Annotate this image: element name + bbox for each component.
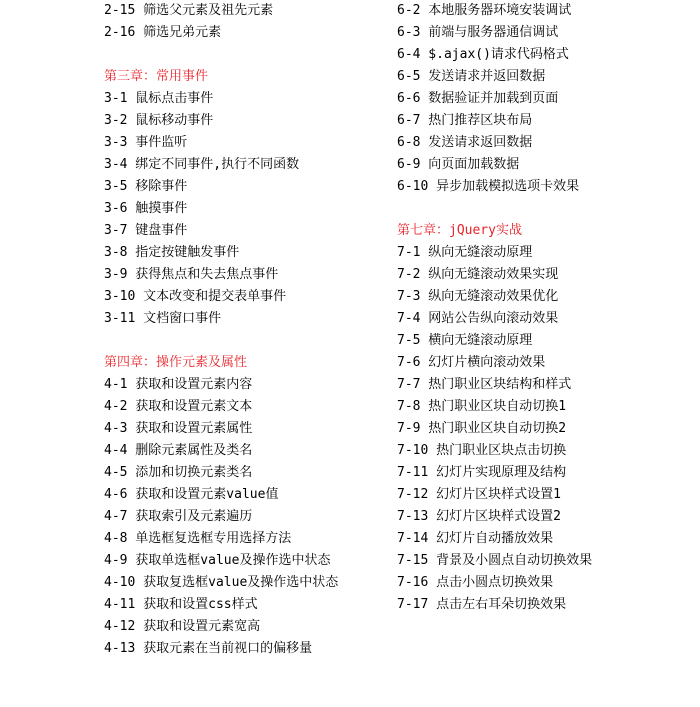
toc-item: 3-5 移除事件 <box>104 179 188 194</box>
toc-item: 2-16 筛选兄弟元素 <box>104 25 222 40</box>
toc-item: 7-4 网站公告纵向滚动效果 <box>397 311 559 326</box>
toc-item: 7-1 纵向无缝滚动原理 <box>397 245 533 260</box>
toc-item: 7-12 幻灯片区块样式设置1 <box>397 487 561 502</box>
toc-item: 3-8 指定按键触发事件 <box>104 245 240 260</box>
toc-item: 4-2 获取和设置元素文本 <box>104 399 253 414</box>
toc-item: 4-6 获取和设置元素value值 <box>104 487 279 502</box>
toc-item: 7-17 点击左右耳朵切换效果 <box>397 597 567 612</box>
toc-item: 6-5 发送请求并返回数据 <box>397 69 546 84</box>
chapter-heading: 第四章：操作元素及属性 <box>104 355 248 370</box>
toc-item: 4-5 添加和切换元素类名 <box>104 465 253 480</box>
toc-item: 3-7 键盘事件 <box>104 223 188 238</box>
toc-item: 4-9 获取单选框value及操作选中状态 <box>104 553 331 568</box>
toc-item: 4-12 获取和设置元素宽高 <box>104 619 261 634</box>
toc-item: 3-4 绑定不同事件,执行不同函数 <box>104 157 300 172</box>
toc-item: 4-13 获取元素在当前视口的偏移量 <box>104 641 313 656</box>
toc-item: 3-3 事件监听 <box>104 135 188 150</box>
toc-item: 4-4 删除元素属性及类名 <box>104 443 253 458</box>
toc-item: 3-1 鼠标点击事件 <box>104 91 214 106</box>
toc-item: 7-14 幻灯片自动播放效果 <box>397 531 554 546</box>
toc-item: 4-8 单选框复选框专用选择方法 <box>104 531 292 546</box>
right-column <box>397 0 592 616</box>
toc-item: 4-3 获取和设置元素属性 <box>104 421 253 436</box>
toc-item: 7-6 幻灯片横向滚动效果 <box>397 355 546 370</box>
toc-item: 6-8 发送请求返回数据 <box>397 135 533 150</box>
toc-item: 7-9 热门职业区块自动切换2 <box>397 421 567 436</box>
toc-item: 6-10 异步加载模拟选项卡效果 <box>397 179 580 194</box>
toc-item: 7-2 纵向无缝滚动效果实现 <box>397 267 559 282</box>
toc-item: 7-7 热门职业区块结构和样式 <box>397 377 572 392</box>
toc-item: 3-2 鼠标移动事件 <box>104 113 214 128</box>
toc-item: 4-10 获取复选框value及操作选中状态 <box>104 575 339 590</box>
toc-item: 6-9 向页面加载数据 <box>397 157 520 172</box>
toc-item: 4-1 获取和设置元素内容 <box>104 377 253 392</box>
toc-item: 4-11 获取和设置css样式 <box>104 597 258 612</box>
toc-item: 7-3 纵向无缝滚动效果优化 <box>397 289 559 304</box>
toc-item: 4-7 获取索引及元素遍历 <box>104 509 253 524</box>
chapter-heading: 第三章：常用事件 <box>104 69 209 84</box>
toc-item: 7-11 幻灯片实现原理及结构 <box>397 465 567 480</box>
toc-item: 3-10 文本改变和提交表单事件 <box>104 289 287 304</box>
toc-item: 3-6 触摸事件 <box>104 201 188 216</box>
chapter-heading: 第七章：jQuery实战 <box>397 223 522 238</box>
toc-item: 7-10 热门职业区块点击切换 <box>397 443 567 458</box>
toc-item: 6-4 $.ajax()请求代码格式 <box>397 47 569 62</box>
toc-item: 7-8 热门职业区块自动切换1 <box>397 399 567 414</box>
toc-item: 6-3 前端与服务器通信调试 <box>397 25 559 40</box>
toc-item: 7-16 点击小圆点切换效果 <box>397 575 554 590</box>
left-column <box>104 0 338 660</box>
toc-item: 6-2 本地服务器环境安装调试 <box>397 3 572 18</box>
toc-item: 7-5 横向无缝滚动原理 <box>397 333 533 348</box>
toc-item: 3-11 文档窗口事件 <box>104 311 222 326</box>
toc-item: 7-15 背景及小圆点自动切换效果 <box>397 553 593 568</box>
toc-item: 7-13 幻灯片区块样式设置2 <box>397 509 561 524</box>
toc-item: 2-15 筛选父元素及祖先元素 <box>104 3 274 18</box>
toc-item: 3-9 获得焦点和失去焦点事件 <box>104 267 279 282</box>
toc-item: 6-7 热门推荐区块布局 <box>397 113 533 128</box>
toc-item: 6-6 数据验证并加载到页面 <box>397 91 559 106</box>
